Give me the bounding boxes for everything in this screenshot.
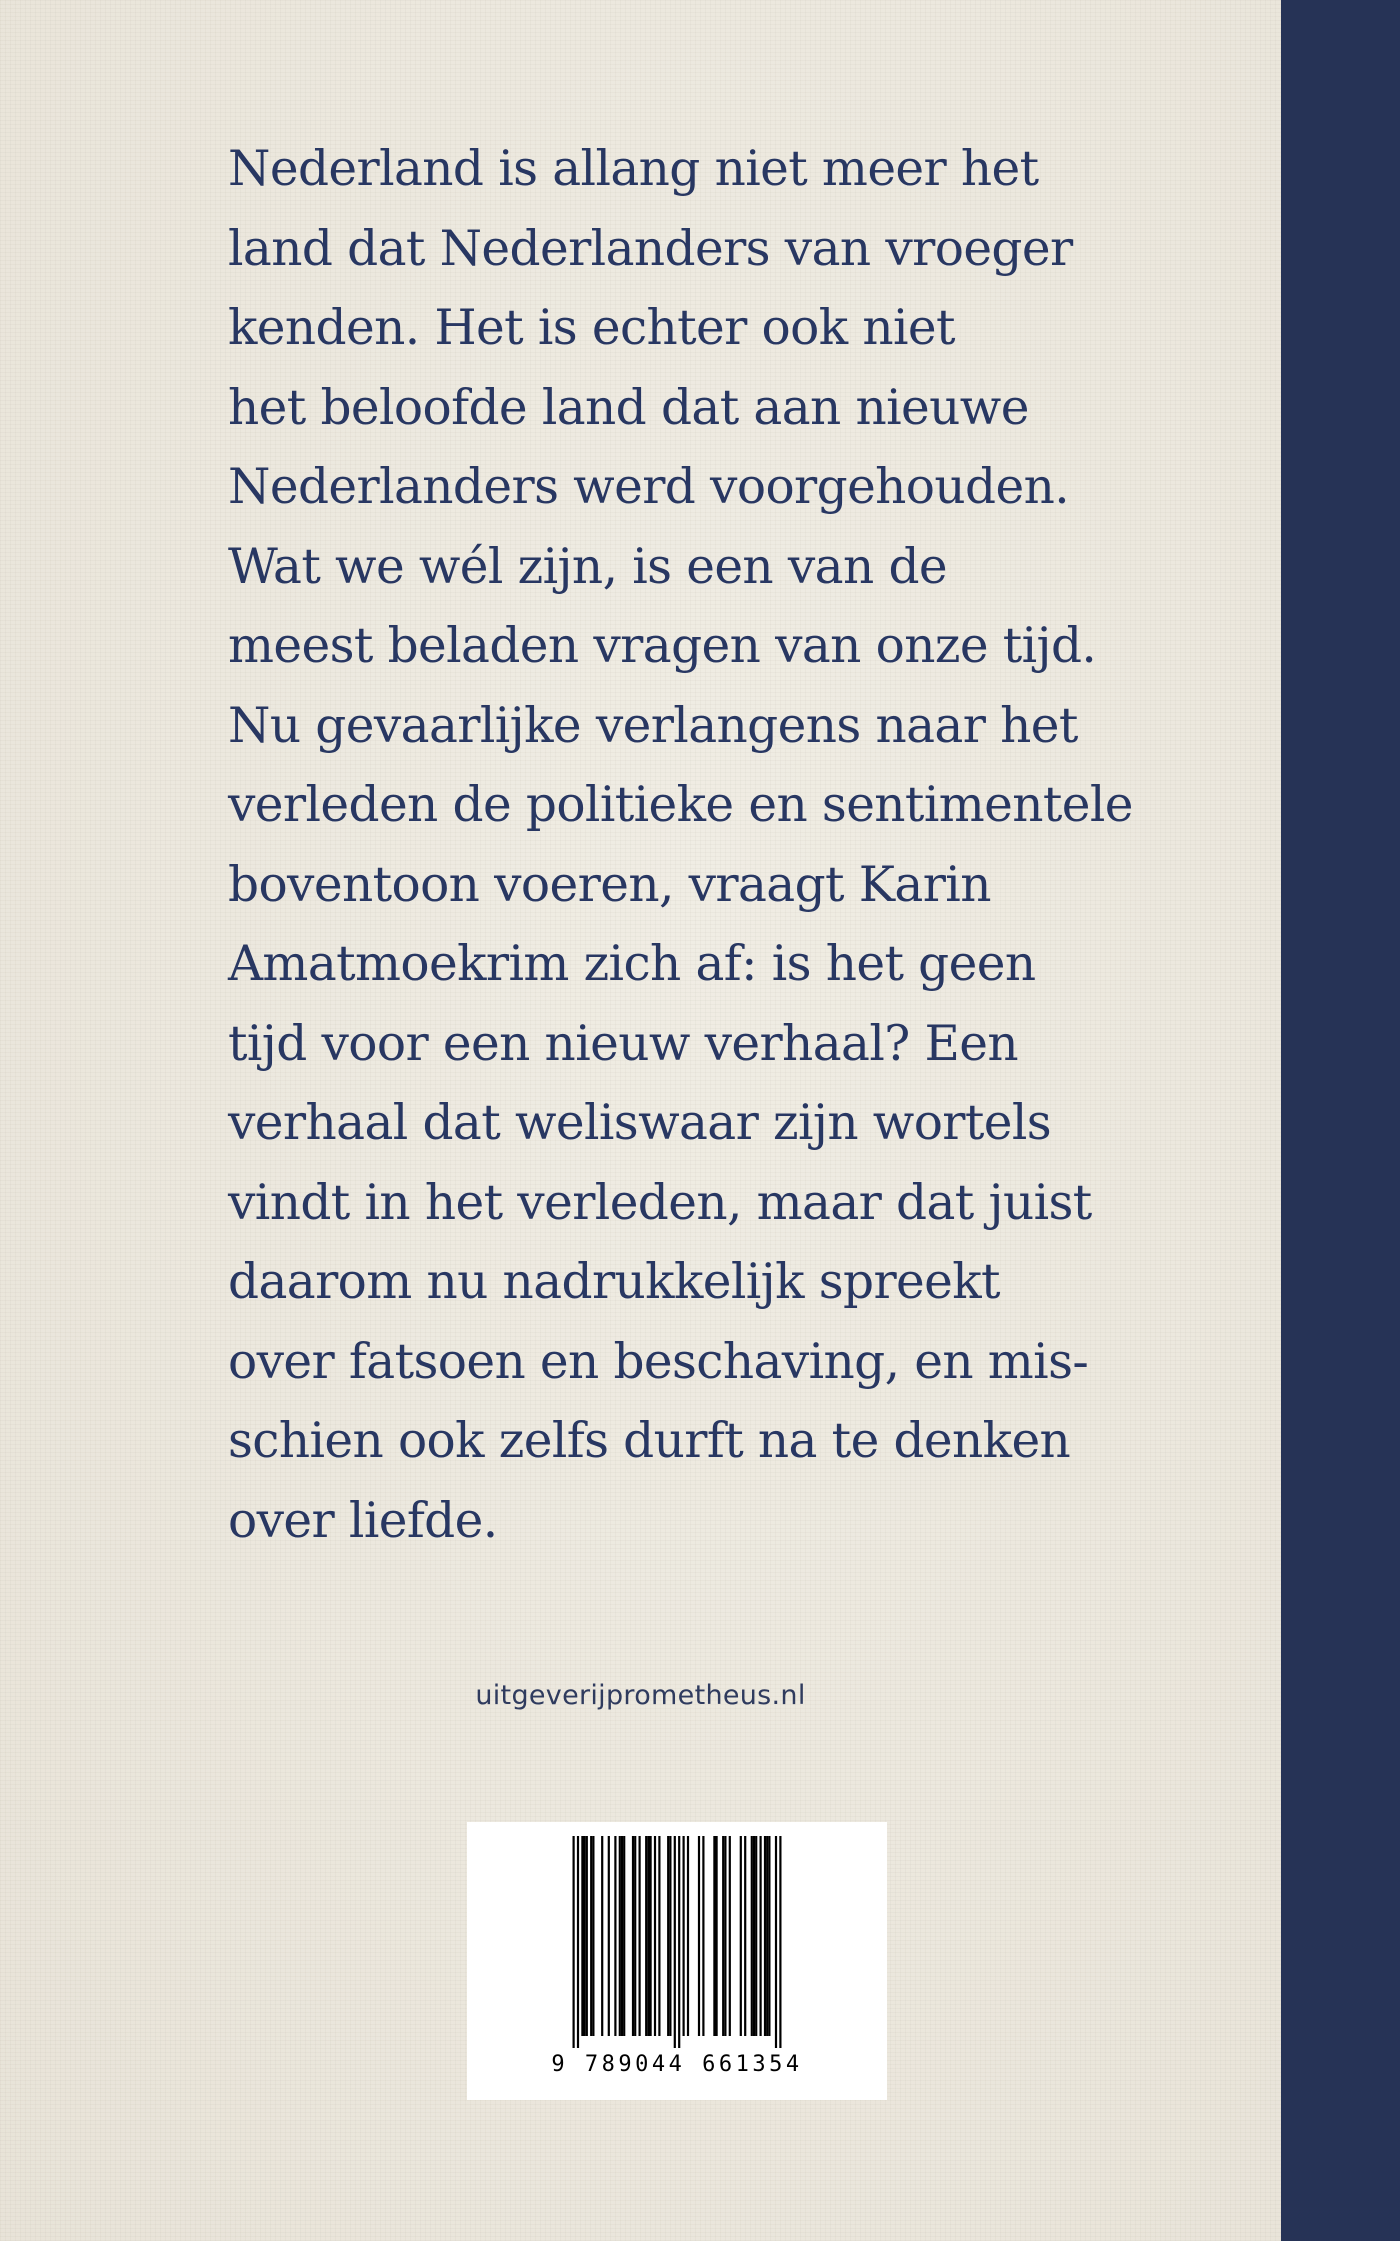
barcode-bar [621, 1836, 623, 2036]
barcode-bar [645, 1836, 647, 2036]
barcode-bar [658, 1836, 660, 2036]
isbn-barcode [467, 1822, 887, 2100]
barcode-bar [760, 1836, 762, 2036]
barcode-bar [577, 1836, 579, 2048]
blurb-line: verleden de politieke en sentimentele [228, 777, 1133, 833]
barcode-bar [592, 1836, 594, 2036]
book-spine [1281, 0, 1400, 2241]
blurb-line: vindt in het verleden, maar dat juist [228, 1174, 1092, 1231]
blurb-line: schien ook zelfs durft na te denken [228, 1413, 1071, 1469]
barcode-bar [683, 1836, 685, 2036]
barcode-bar [634, 1836, 636, 2036]
barcode-bar [687, 1836, 689, 2036]
blurb-line: boventoon voeren, vraagt Karin [228, 856, 991, 913]
barcode-bar [775, 1836, 777, 2048]
barcode-bar [623, 1836, 625, 2036]
publisher-website: uitgeverijprometheus.nl [475, 1680, 806, 1711]
blurb-line: daarom nu nadrukkelijk spreekt [228, 1254, 1000, 1310]
blurb-line: over fatsoen en beschaving, en mis- [228, 1333, 1089, 1390]
barcode-bar [698, 1836, 700, 2036]
barcode-bar [724, 1836, 726, 2036]
barcode-bar [573, 1836, 575, 2048]
blurb-line: kenden. Het is echter ook niet [228, 300, 955, 356]
barcode-bars [467, 1822, 887, 2052]
barcode-bar [764, 1836, 766, 2036]
blurb-line: tijd voor een nieuw verhaal? Een [228, 1015, 1019, 1072]
barcode-bar [654, 1836, 656, 2036]
back-cover-blurb [228, 130, 1188, 1561]
barcode-bar [740, 1836, 742, 2036]
blurb-line: Wat we wél zijn, is een van de [228, 538, 947, 595]
barcode-bar [669, 1836, 671, 2036]
barcode-bar [650, 1836, 652, 2036]
barcode-bar [768, 1836, 770, 2036]
barcode-bar [716, 1836, 718, 2036]
blurb-line: Nu gevaarlijke verlangens naar het [228, 697, 1078, 754]
blurb-line: land dat Nederlanders van vroeger [228, 220, 1073, 277]
blurb-line: meest beladen vragen van onze tijd. [228, 618, 1097, 674]
barcode-bar [674, 1836, 676, 2048]
barcode-bar [729, 1836, 731, 2036]
blurb-line: over liefde. [228, 1492, 498, 1549]
barcode-bar [751, 1836, 753, 2036]
barcode-bar [702, 1836, 704, 2036]
barcode-bar [722, 1836, 724, 2036]
barcode-bar [619, 1836, 621, 2036]
blurb-line: Nederlanders werd voorgehouden. [228, 459, 1070, 515]
barcode-bar [744, 1836, 746, 2036]
barcode-bar [713, 1836, 715, 2036]
barcode-bar [753, 1836, 755, 2036]
barcode-bar [584, 1836, 586, 2036]
barcode-bar [647, 1836, 649, 2036]
blurb-line: verhaal dat weliswaar zijn wortels [228, 1095, 1052, 1151]
isbn-number: 9 789044 661354 [551, 2052, 803, 2077]
barcode-bar [632, 1836, 634, 2036]
barcode-bar [755, 1836, 757, 2036]
barcode-bar [779, 1836, 781, 2048]
barcode-bar [766, 1836, 768, 2036]
barcode-bar [639, 1836, 641, 2036]
barcode-bar [590, 1836, 592, 2036]
barcode-bar [614, 1836, 616, 2036]
barcode-bar [581, 1836, 583, 2036]
blurb-line: het beloofde land dat aan nieuwe [228, 379, 1029, 436]
barcode-bar [601, 1836, 603, 2036]
barcode-bar [667, 1836, 669, 2036]
barcode-bar [678, 1836, 680, 2048]
barcode-bar [608, 1836, 610, 2036]
blurb-line: Amatmoekrim zich af: is het geen [228, 936, 1036, 992]
barcode-bar [586, 1836, 588, 2036]
blurb-line: Nederland is allang niet meer het [228, 141, 1039, 197]
